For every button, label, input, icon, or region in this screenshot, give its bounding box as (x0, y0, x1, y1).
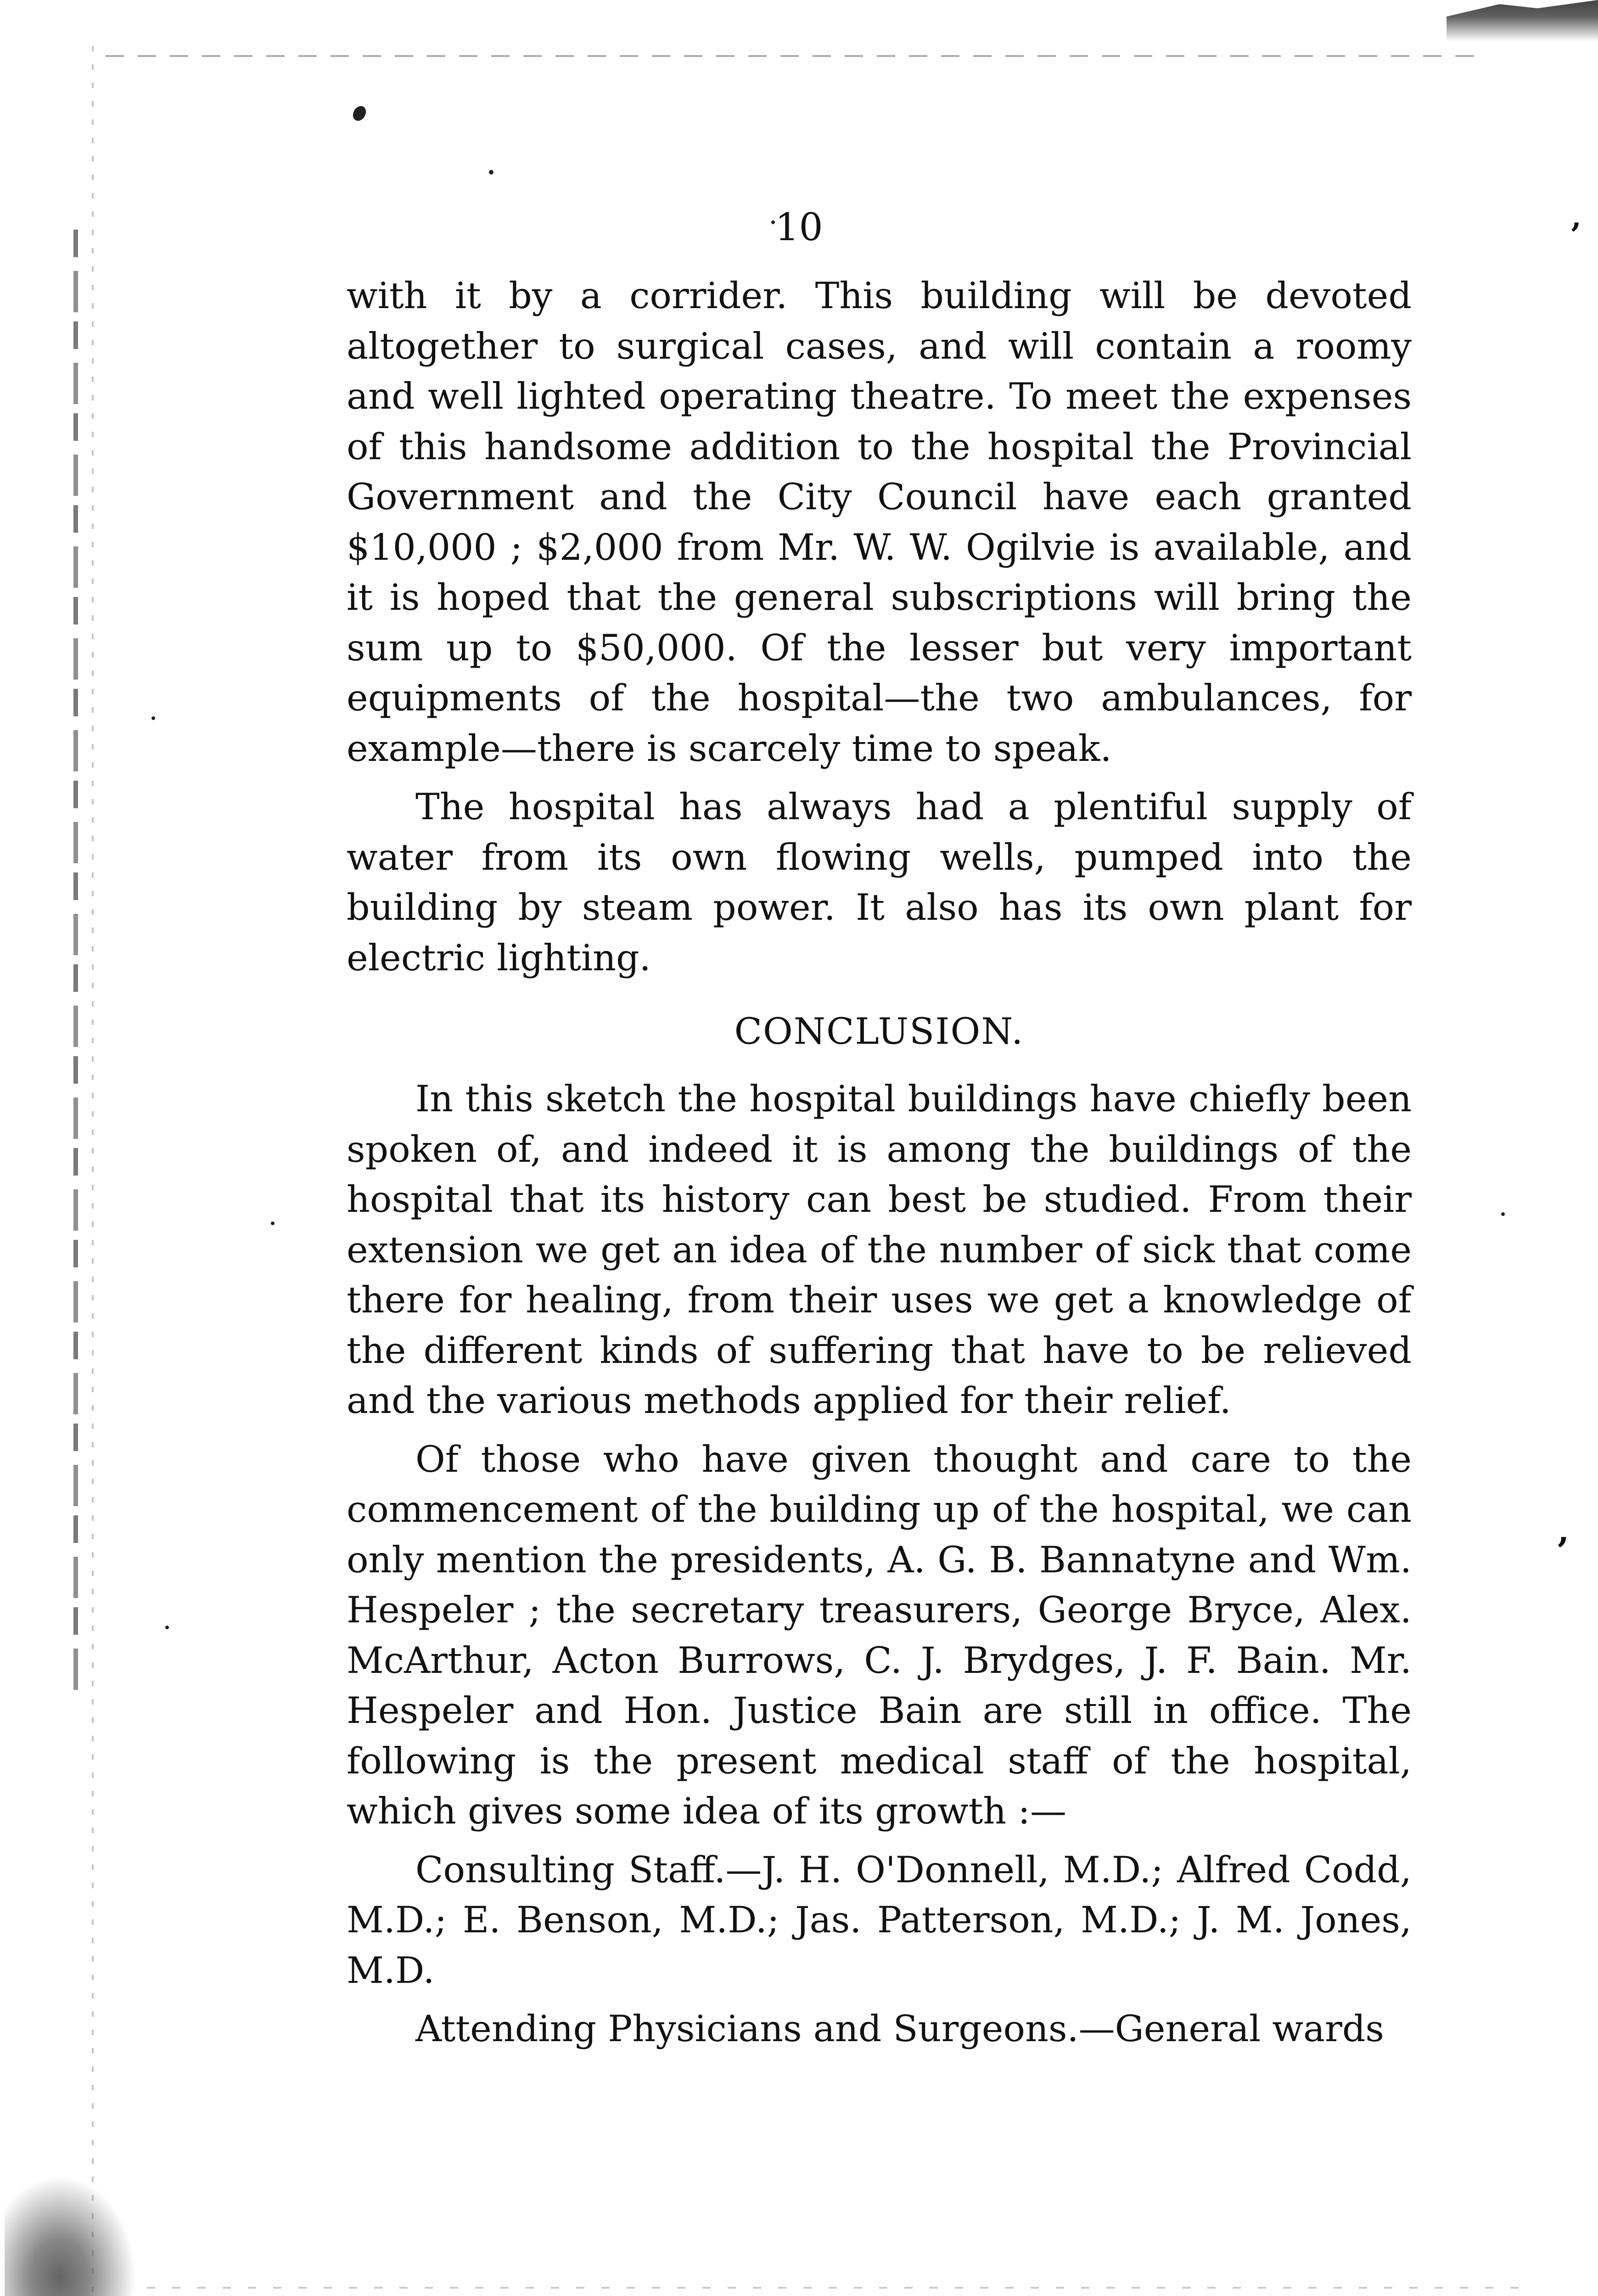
paragraph: with it by a corrider. This building will be devoted altogether to surgical cases, and will contain a roomy and well lighted operating theatre. To meet the expenses of this handsome addition to the hospital the Provincial Government and the City Council have each granted $10,000 ; $2,000 from Mr. W. W. Ogilvie is available, and it is hoped that the general subscriptions will bring the sum up to $50,000. Of the lesser but very important equipments of the hospital—the two ambulances, for example—there is scarcely time to speak. (347, 275, 1412, 770)
scan-margin-mark: ’ (1570, 216, 1581, 254)
section-heading: CONCLUSION. (734, 1010, 1024, 1052)
body-text (347, 271, 1412, 2054)
paragraph: Attending Physicians and Surgeons.—General wards (415, 2008, 1384, 2050)
scan-margin-mark: ’ (1556, 1529, 1569, 1572)
scan-top-rule (106, 55, 1483, 57)
scan-speck (271, 1221, 275, 1225)
scan-binding-dots (92, 46, 94, 2296)
scan-left-edge (0, 0, 96, 2296)
scan-speck (165, 1626, 169, 1629)
scan-corner-smudge (5, 2167, 142, 2296)
scan-speck (1501, 1212, 1505, 1216)
page-number: 10 (775, 206, 823, 249)
paragraph: The hospital has always had a plentiful supply of water from its own flowing wells, pumped into the building by steam power. It also has its own plant for electric lighting. (347, 786, 1412, 979)
scan-corner-blot (1447, 0, 1598, 41)
scan-speck (489, 170, 493, 174)
paragraph: Of those who have given thought and care to the commencement of the building up of the hospital, we can only mention the presidents, A. G. B. Bannatyne and Wm. Hespeler ; the secretary treasurers, George Bryce, Alex. McArthur, Acton Burrows, C. J. Brydges, J. F. Bain. Mr. Hespeler and Hon. Justice Bain are still in office. The following is the present medical staff of the hospital, which gives some idea of its growth :— (347, 1438, 1412, 1832)
scan-speck (151, 716, 155, 720)
scan-bottom-rule (147, 2287, 1524, 2289)
scan-speck (350, 104, 369, 123)
paragraph: Consulting Staff.—J. H. O'Donnell, M.D.; Alfred Codd, M.D.; E. Benson, M.D.; Jas. Patterson, M.D.; J. M. Jones, M.D. (347, 1848, 1412, 1992)
paragraph: In this sketch the hospital buildings have chiefly been spoken of, and indeed it is among the buildings of the hospital that its history can best be studied. From their extension we get an idea of the number of sick that come there for healing, from their uses we get a knowledge of the different kinds of suffering that have to be relieved and the various methods applied for their relief. (347, 1078, 1412, 1422)
scan-binding-shadow (73, 230, 78, 1699)
